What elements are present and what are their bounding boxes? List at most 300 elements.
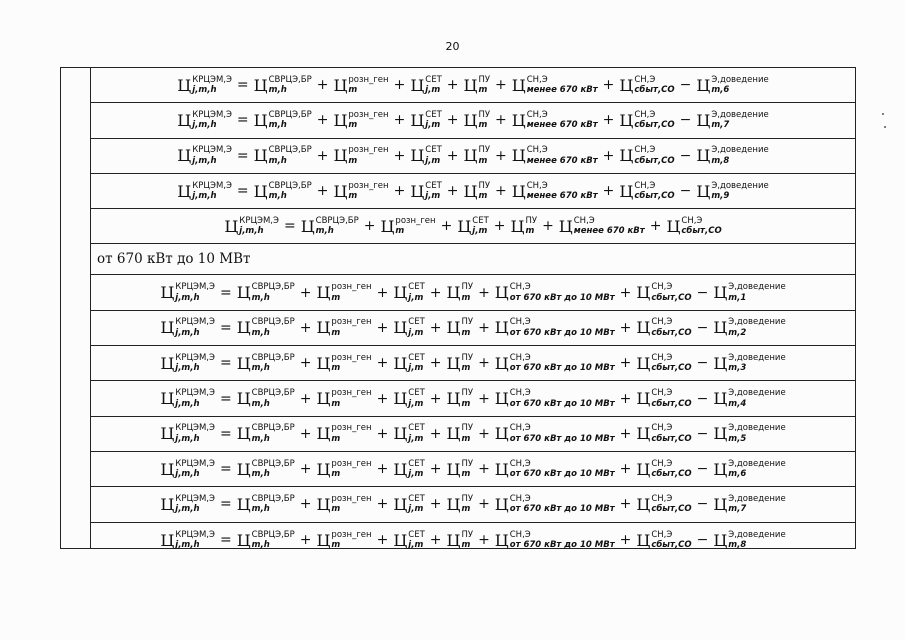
term-5 (512, 182, 598, 201)
index-stack (527, 182, 598, 201)
plus-sign: + (376, 532, 389, 549)
term-2 (316, 495, 371, 514)
index-stack (574, 217, 645, 236)
plus-sign: + (602, 147, 615, 164)
subscript: m,8 (728, 540, 747, 551)
index-stack (728, 495, 785, 514)
term-2 (316, 283, 371, 302)
superscript: розн_ген (331, 458, 372, 469)
subscript: от 670 кВт до 10 МВт (509, 327, 615, 338)
plus-sign: + (478, 425, 490, 442)
subscript: от 670 кВт до 10 МВт (509, 398, 615, 409)
table-left-column (61, 68, 91, 548)
superscript: розн_ген (348, 109, 389, 120)
superscript: СН,Э (651, 388, 673, 399)
term-1 (254, 146, 312, 165)
superscript: СЕТ (408, 493, 425, 504)
equals-sign: = (283, 218, 296, 235)
price-symbol: Ц (160, 353, 175, 373)
price-symbol: Ц (463, 110, 478, 130)
plus-sign: + (446, 112, 459, 129)
lhs-term (177, 76, 232, 95)
subscript: j,m,h (192, 120, 217, 131)
lhs-term (224, 217, 279, 236)
term-1 (237, 424, 295, 443)
superscript: ПУ (461, 423, 474, 434)
minus-sign: − (696, 319, 709, 336)
price-symbol: Ц (316, 283, 331, 303)
plus-sign: + (429, 390, 442, 407)
superscript: СЕТ (408, 388, 425, 399)
index-stack (192, 76, 232, 95)
plus-sign: + (429, 355, 442, 372)
price-symbol: Ц (333, 181, 348, 201)
term-4 (447, 354, 474, 373)
subscript: m (478, 155, 488, 166)
equals-sign: = (236, 183, 249, 200)
subscript: от 670 кВт до 10 МВт (509, 363, 615, 374)
superscript: СН,Э (634, 145, 656, 156)
subscript: m,h (268, 85, 287, 96)
subscript: m (461, 540, 471, 551)
index-stack (408, 531, 425, 550)
price-symbol: Ц (236, 530, 251, 550)
plus-sign: + (316, 77, 329, 94)
index-stack (348, 146, 388, 165)
price-symbol: Ц (410, 181, 425, 201)
price-symbol: Ц (511, 110, 526, 130)
subscript: m (331, 398, 341, 409)
subscript: j,m,h (192, 85, 217, 96)
price-symbol: Ц (160, 389, 175, 409)
subscript: m,7 (728, 504, 747, 515)
term-4 (447, 318, 474, 337)
subscript: m,h (251, 540, 270, 551)
superscript: КРЦЭМ,Э (175, 458, 215, 469)
index-stack (510, 354, 615, 373)
equals-sign: = (219, 355, 232, 372)
subscript: j,m (408, 398, 424, 409)
formula (160, 389, 785, 408)
superscript: СВРЦЭ,БР (268, 74, 312, 85)
plus-sign: + (446, 147, 459, 164)
plus-sign: + (429, 284, 442, 301)
superscript: Э,доведение (728, 317, 786, 328)
term-6 (636, 318, 691, 337)
price-symbol: Ц (177, 75, 192, 95)
superscript: ПУ (478, 74, 491, 85)
term-7 (713, 283, 785, 302)
term-2 (316, 389, 371, 408)
subscript: j,m (408, 469, 424, 480)
subscript: m,1 (728, 292, 747, 303)
price-symbol: Ц (236, 459, 251, 479)
subscript: m (348, 155, 358, 166)
term-3 (410, 76, 441, 95)
price-symbol: Ц (446, 530, 461, 550)
superscript: СН,Э (651, 352, 673, 363)
superscript: СН,Э (634, 180, 656, 191)
index-stack (478, 182, 490, 201)
superscript: Э,доведение (711, 180, 769, 191)
superscript: СЕТ (408, 529, 425, 540)
price-symbol: Ц (494, 530, 509, 550)
superscript: СН,Э (526, 109, 548, 120)
price-symbol: Ц (316, 459, 331, 479)
subscript: m (348, 191, 358, 202)
superscript: КРЦЭМ,Э (175, 493, 215, 504)
term-3 (393, 389, 424, 408)
index-stack (634, 76, 674, 95)
minus-sign: − (696, 532, 709, 549)
index-stack (252, 283, 295, 302)
price-symbol: Ц (160, 459, 175, 479)
price-symbol: Ц (696, 110, 711, 130)
price-symbol: Ц (253, 110, 268, 130)
superscript: КРЦЭМ,Э (175, 529, 215, 540)
price-symbol: Ц (713, 494, 728, 514)
subscript: j,m,h (175, 398, 200, 409)
price-symbol: Ц (511, 181, 526, 201)
term-4 (447, 460, 474, 479)
formula-row (91, 346, 855, 381)
price-symbol: Ц (393, 530, 408, 550)
price-symbol: Ц (713, 530, 728, 550)
price-symbol: Ц (410, 75, 425, 95)
superscript: СН,Э (573, 215, 595, 226)
lhs-term (177, 111, 232, 130)
section-heading: от 670 кВт до 10 МВт (91, 244, 855, 275)
subscript: j,m,h (175, 363, 200, 374)
plus-sign: + (376, 461, 389, 478)
price-symbol: Ц (253, 146, 268, 166)
subscript: j,m,h (175, 504, 200, 515)
term-6 (636, 531, 691, 550)
superscript: КРЦЭМ,Э (192, 145, 232, 156)
subscript: j,m (408, 327, 424, 338)
index-stack (651, 495, 691, 514)
superscript: ПУ (461, 529, 474, 540)
index-stack (461, 460, 473, 479)
superscript: ПУ (478, 180, 491, 191)
superscript: ПУ (461, 458, 474, 469)
price-symbol: Ц (160, 494, 175, 514)
plus-sign: + (316, 183, 329, 200)
subscript: m (395, 226, 405, 237)
equals-sign: = (219, 496, 232, 513)
index-stack (175, 318, 215, 337)
subscript: m,4 (728, 398, 747, 409)
superscript: СВРЦЭ,БР (251, 458, 295, 469)
term-5 (495, 460, 615, 479)
index-stack (461, 283, 473, 302)
plus-sign: + (619, 355, 632, 372)
lhs-term (177, 182, 232, 201)
index-stack (331, 531, 371, 550)
index-stack (425, 182, 442, 201)
plus-sign: + (393, 112, 406, 129)
superscript: СВРЦЭ,БР (268, 109, 312, 120)
index-stack (175, 531, 215, 550)
term-4 (464, 146, 491, 165)
index-stack (527, 111, 598, 130)
index-stack (728, 424, 785, 443)
index-stack (408, 460, 425, 479)
formula (160, 283, 785, 302)
subscript: j,m,h (175, 540, 200, 551)
price-symbol: Ц (393, 459, 408, 479)
plus-sign: + (393, 183, 406, 200)
subscript: менее 670 кВт (526, 155, 598, 166)
term-6 (619, 182, 674, 201)
index-stack (408, 354, 425, 373)
subscript: m (525, 226, 535, 237)
index-stack (510, 389, 615, 408)
price-symbol: Ц (177, 110, 192, 130)
formula-table (60, 67, 856, 549)
term-1 (237, 531, 295, 550)
price-symbol: Ц (636, 494, 651, 514)
term-1 (237, 283, 295, 302)
equals-sign: = (219, 390, 232, 407)
plus-sign: + (376, 319, 389, 336)
subscript: сбыт,СО (651, 540, 692, 551)
term-7 (696, 146, 768, 165)
formula (177, 146, 768, 165)
plus-sign: + (478, 355, 490, 372)
price-symbol: Ц (316, 318, 331, 338)
price-symbol: Ц (463, 181, 478, 201)
superscript: СН,Э (651, 317, 673, 328)
price-symbol: Ц (160, 283, 175, 303)
superscript: СВРЦЭ,БР (251, 493, 295, 504)
index-stack (651, 460, 691, 479)
plus-sign: + (649, 218, 662, 235)
plus-sign: + (478, 319, 490, 336)
minus-sign: − (696, 390, 709, 407)
subscript: j,m (425, 155, 441, 166)
plus-sign: + (316, 147, 329, 164)
term-4 (447, 283, 474, 302)
subscript: j,m,h (175, 433, 200, 444)
subscript: m (461, 433, 471, 444)
plus-sign: + (429, 461, 442, 478)
term-6 (636, 495, 691, 514)
index-stack (711, 182, 768, 201)
term-2 (316, 531, 371, 550)
price-symbol: Ц (160, 530, 175, 550)
superscript: розн_ген (331, 529, 372, 540)
superscript: КРЦЭМ,Э (175, 423, 215, 434)
price-symbol: Ц (696, 146, 711, 166)
index-stack (269, 146, 312, 165)
price-symbol: Ц (636, 389, 651, 409)
term-1 (254, 182, 312, 201)
formula-row (91, 209, 855, 244)
term-1 (237, 354, 295, 373)
superscript: СН,Э (634, 109, 656, 120)
superscript: СВРЦЭ,БР (251, 423, 295, 434)
index-stack (175, 354, 215, 373)
superscript: СН,Э (651, 529, 673, 540)
index-stack (510, 318, 615, 337)
subscript: j,m,h (192, 155, 217, 166)
superscript: СН,Э (651, 458, 673, 469)
subscript: сбыт,СО (651, 433, 692, 444)
price-symbol: Ц (713, 318, 728, 338)
term-3 (393, 318, 424, 337)
lhs-term (160, 495, 215, 514)
term-1 (237, 318, 295, 337)
plus-sign: + (542, 218, 554, 235)
term-3 (393, 531, 424, 550)
subscript: m,9 (711, 191, 730, 202)
index-stack (651, 424, 691, 443)
term-4 (447, 531, 474, 550)
subscript: сбыт,СО (634, 191, 675, 202)
index-stack (651, 318, 691, 337)
term-4 (464, 76, 491, 95)
index-stack (478, 146, 490, 165)
price-symbol: Ц (446, 283, 461, 303)
price-symbol: Ц (446, 424, 461, 444)
formula (177, 111, 768, 130)
minus-sign: − (696, 355, 709, 372)
superscript: Э,доведение (728, 423, 786, 434)
index-stack (634, 182, 674, 201)
term-3 (393, 495, 424, 514)
minus-sign: − (696, 425, 709, 442)
subscript: сбыт,СО (634, 85, 675, 96)
plus-sign: + (393, 77, 406, 94)
subscript: сбыт,СО (651, 504, 692, 515)
superscript: розн_ген (348, 145, 389, 156)
term-1 (237, 389, 295, 408)
equals-sign: = (219, 284, 232, 301)
price-symbol: Ц (494, 318, 509, 338)
index-stack (408, 495, 425, 514)
index-stack (348, 111, 388, 130)
minus-sign: − (696, 461, 709, 478)
superscript: СН,Э (509, 458, 531, 469)
superscript: розн_ген (348, 180, 389, 191)
plus-sign: + (376, 425, 389, 442)
subscript: m (478, 191, 488, 202)
price-symbol: Ц (494, 424, 509, 444)
index-stack (651, 531, 691, 550)
plus-sign: + (493, 218, 506, 235)
term-7 (713, 460, 785, 479)
minus-sign: − (696, 284, 709, 301)
lhs-term (160, 318, 215, 337)
term-6 (636, 389, 691, 408)
index-stack (711, 76, 768, 95)
index-stack (425, 111, 442, 130)
subscript: j,m (408, 363, 424, 374)
price-symbol: Ц (636, 318, 651, 338)
price-symbol: Ц (236, 318, 251, 338)
price-symbol: Ц (494, 459, 509, 479)
subscript: j,m (425, 120, 441, 131)
index-stack (510, 283, 615, 302)
formula-row (91, 487, 855, 522)
index-stack (651, 354, 691, 373)
term-3 (410, 111, 441, 130)
superscript: Э,доведение (711, 145, 769, 156)
index-stack (252, 424, 295, 443)
subscript: m,h (251, 433, 270, 444)
subscript: j,m,h (175, 292, 200, 303)
minus-sign: − (679, 112, 692, 129)
price-symbol: Ц (666, 216, 681, 236)
subscript: m (478, 85, 488, 96)
subscript: сбыт,СО (651, 292, 692, 303)
index-stack (192, 182, 232, 201)
formula (160, 318, 785, 337)
price-symbol: Ц (511, 146, 526, 166)
superscript: ПУ (478, 145, 491, 156)
lhs-term (160, 531, 215, 550)
superscript: СЕТ (408, 352, 425, 363)
superscript: КРЦЭМ,Э (175, 282, 215, 293)
plus-sign: + (446, 77, 459, 94)
index-stack (252, 531, 295, 550)
index-stack (252, 495, 295, 514)
plus-sign: + (478, 532, 490, 549)
index-stack (681, 217, 721, 236)
index-stack (331, 495, 371, 514)
plus-sign: + (299, 532, 312, 549)
plus-sign: + (602, 77, 615, 94)
superscript: Э,доведение (728, 458, 786, 469)
superscript: СН,Э (651, 423, 673, 434)
price-symbol: Ц (300, 216, 315, 236)
plus-sign: + (376, 284, 389, 301)
term-3 (410, 146, 441, 165)
term-6 (636, 283, 691, 302)
term-1 (254, 111, 312, 130)
subscript: m (461, 398, 471, 409)
price-symbol: Ц (393, 389, 408, 409)
index-stack (527, 146, 598, 165)
price-symbol: Ц (619, 110, 634, 130)
minus-sign: − (679, 147, 692, 164)
superscript: розн_ген (331, 423, 372, 434)
price-symbol: Ц (446, 494, 461, 514)
superscript: ПУ (525, 215, 538, 226)
index-stack (651, 389, 691, 408)
superscript: СН,Э (526, 180, 548, 191)
superscript: КРЦЭМ,Э (175, 317, 215, 328)
index-stack (239, 217, 279, 236)
lhs-term (160, 424, 215, 443)
superscript: ПУ (461, 493, 474, 504)
subscript: m (461, 327, 471, 338)
price-symbol: Ц (510, 216, 525, 236)
term-2 (316, 318, 371, 337)
plus-sign: + (429, 425, 442, 442)
formula (177, 182, 768, 201)
term-5 (495, 495, 615, 514)
price-symbol: Ц (236, 424, 251, 444)
plus-sign: + (299, 496, 312, 513)
superscript: СН,Э (509, 423, 531, 434)
price-symbol: Ц (713, 283, 728, 303)
plus-sign: + (316, 112, 329, 129)
scan-speck (882, 113, 884, 115)
subscript: сбыт,СО (651, 398, 692, 409)
plus-sign: + (299, 284, 312, 301)
